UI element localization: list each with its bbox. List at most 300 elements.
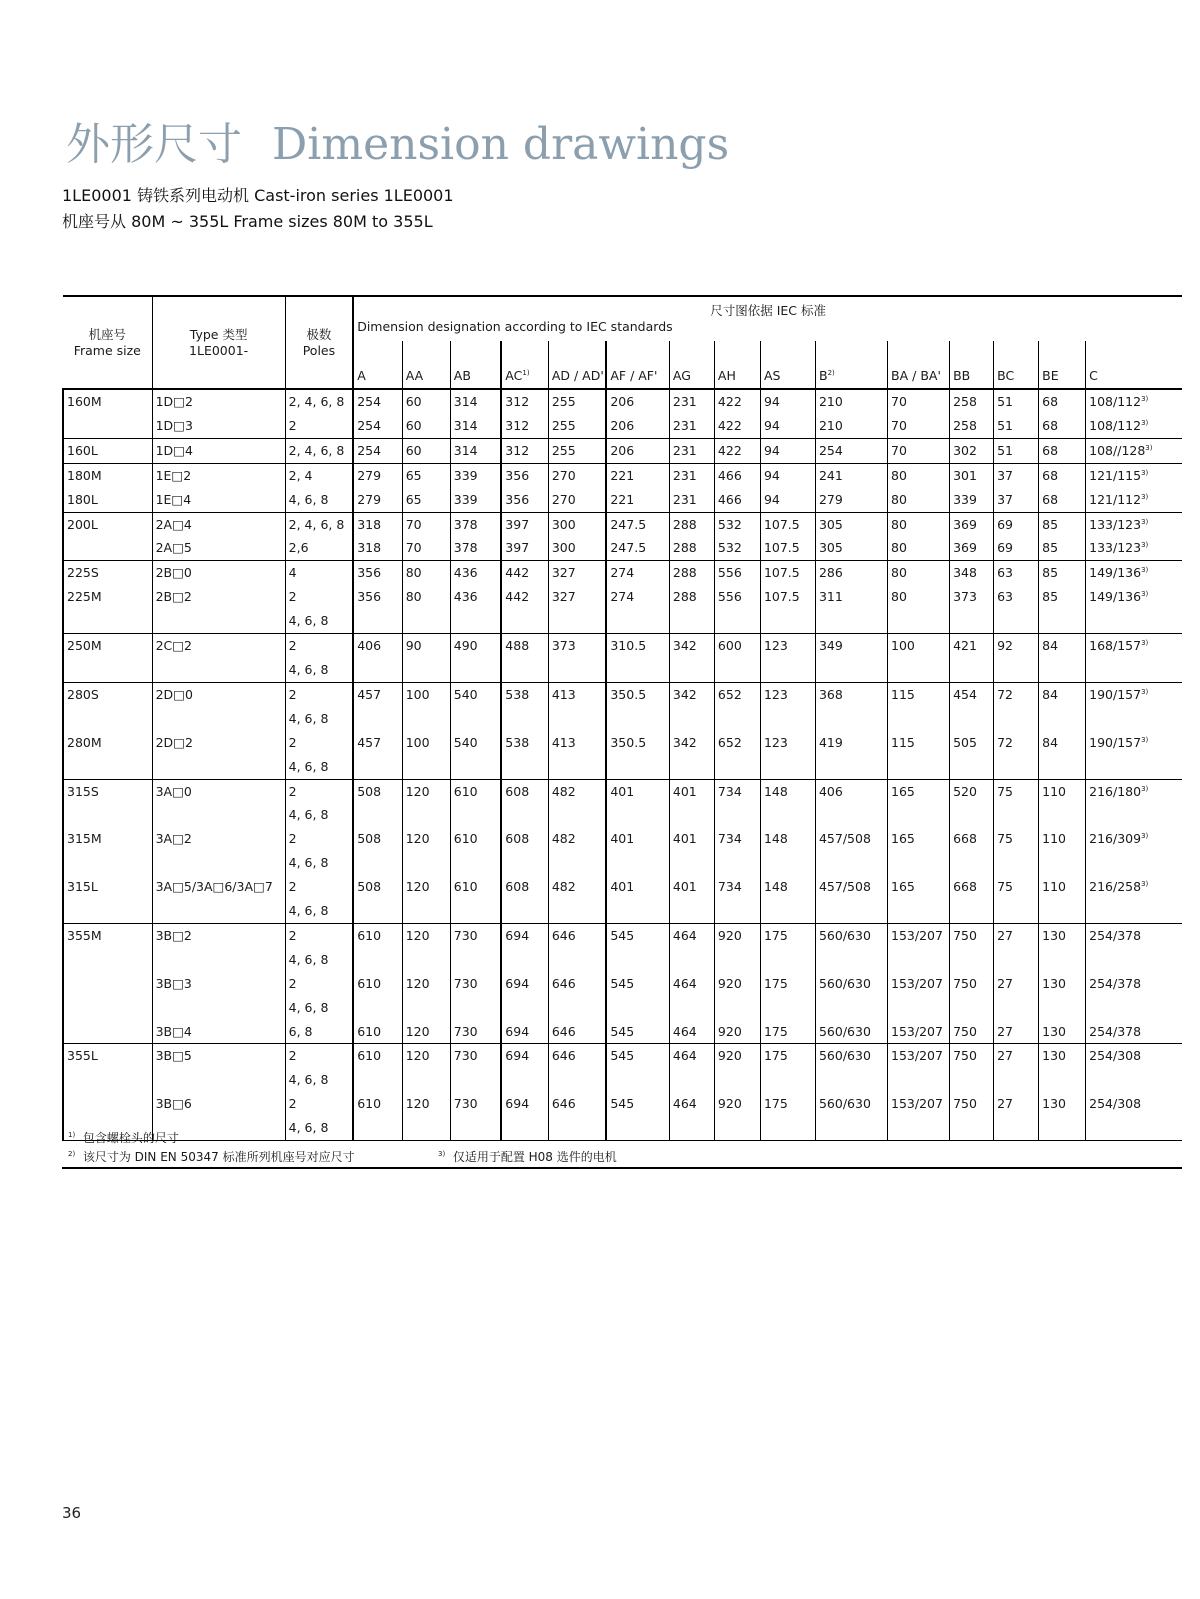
- table-cell: [402, 609, 450, 633]
- table-cell: 401: [606, 827, 669, 851]
- table-cell: 254/308: [1086, 1092, 1182, 1116]
- table-cell: [450, 996, 501, 1020]
- table-cell: 545: [606, 923, 669, 947]
- table-cell: [353, 996, 402, 1020]
- table-cell: 442: [501, 585, 548, 609]
- table-cell: [950, 851, 994, 875]
- footnote-1: $^{1)}$ 包含螺栓头的尺寸: [68, 1131, 179, 1145]
- table-cell: 610: [353, 972, 402, 996]
- table-cell: [669, 1068, 714, 1092]
- table-row: [63, 899, 1182, 923]
- table-cell: 108/112$^{3)}$: [1086, 389, 1182, 414]
- table-cell: 318: [353, 536, 402, 560]
- table-cell: 65: [402, 488, 450, 512]
- table-cell: [815, 658, 887, 682]
- table-cell: 4, 6, 8: [285, 707, 353, 731]
- table-cell: 315L: [63, 875, 152, 899]
- table-cell: 310.5: [606, 634, 669, 658]
- table-cell: [888, 803, 950, 827]
- table-cell: [548, 658, 606, 682]
- table-cell: 302: [950, 438, 994, 463]
- table-cell: [501, 899, 548, 923]
- table-cell: 80: [888, 512, 950, 536]
- table-cell: 94: [760, 463, 815, 487]
- table-cell: [152, 755, 285, 779]
- table-cell: 734: [714, 827, 760, 851]
- table-cell: 421: [950, 634, 994, 658]
- table-cell: [63, 536, 152, 560]
- table-cell: 369: [950, 536, 994, 560]
- table-cell: [994, 707, 1039, 731]
- table-cell: 730: [450, 1020, 501, 1044]
- table-cell: [548, 948, 606, 972]
- table-cell: 694: [501, 923, 548, 947]
- table-cell: 406: [815, 779, 887, 803]
- table-cell: 508: [353, 875, 402, 899]
- table-cell: 168/157$^{3)}$: [1086, 634, 1182, 658]
- table-cell: [450, 609, 501, 633]
- table-cell: [714, 609, 760, 633]
- table-cell: 342: [669, 634, 714, 658]
- table-cell: 80: [402, 561, 450, 585]
- dimension-table: [62, 295, 1182, 1141]
- table-cell: 436: [450, 585, 501, 609]
- table-cell: 175: [760, 1044, 815, 1068]
- table-cell: 85: [1039, 536, 1086, 560]
- table-cell: 280M: [63, 731, 152, 755]
- table-cell: 130: [1039, 972, 1086, 996]
- table-cell: 165: [888, 779, 950, 803]
- frame-group: [63, 1044, 1182, 1141]
- table-cell: [669, 899, 714, 923]
- table-cell: [950, 658, 994, 682]
- table-cell: 1D□3: [152, 414, 285, 438]
- table-cell: [501, 658, 548, 682]
- table-cell: 85: [1039, 512, 1086, 536]
- table-cell: 300: [548, 536, 606, 560]
- table-cell: 610: [353, 1092, 402, 1116]
- table-cell: 51: [994, 438, 1039, 463]
- frame-group: [63, 463, 1182, 512]
- table-cell: 2: [285, 827, 353, 851]
- table-cell: 646: [548, 1020, 606, 1044]
- table-row: [63, 731, 1182, 755]
- table-cell: 356: [353, 561, 402, 585]
- table-cell: 60: [402, 438, 450, 463]
- table-cell: [353, 755, 402, 779]
- table-cell: 4, 6, 8: [285, 1068, 353, 1092]
- table-cell: [950, 899, 994, 923]
- table-cell: 730: [450, 972, 501, 996]
- table-cell: 216/180$^{3)}$: [1086, 779, 1182, 803]
- table-cell: 120: [402, 779, 450, 803]
- table-cell: [669, 996, 714, 1020]
- table-cell: 750: [950, 1092, 994, 1116]
- table-cell: 356: [353, 585, 402, 609]
- table-cell: 206: [606, 414, 669, 438]
- table-cell: 2: [285, 414, 353, 438]
- column-header-b: $B^{2)}$: [815, 341, 887, 389]
- table-cell: 72: [994, 731, 1039, 755]
- table-cell: [994, 1068, 1039, 1092]
- table-cell: 413: [548, 731, 606, 755]
- table-cell: 175: [760, 923, 815, 947]
- table-cell: [63, 1020, 152, 1044]
- table-cell: [815, 899, 887, 923]
- table-cell: 2: [285, 1044, 353, 1068]
- table-cell: 350.5: [606, 682, 669, 706]
- table-cell: [1086, 1068, 1182, 1092]
- table-cell: 206: [606, 389, 669, 414]
- table-cell: 270: [548, 488, 606, 512]
- table-cell: 466: [714, 463, 760, 487]
- table-cell: 608: [501, 827, 548, 851]
- table-cell: 254/308: [1086, 1044, 1182, 1068]
- table-cell: 2A□4: [152, 512, 285, 536]
- table-cell: 69: [994, 512, 1039, 536]
- footnote-2: $^{2)}$ 该尺寸为 DIN EN 50347 标准所列机座号对应尺寸: [68, 1150, 355, 1164]
- table-cell: 608: [501, 779, 548, 803]
- table-cell: 110: [1039, 827, 1086, 851]
- table-cell: [606, 609, 669, 633]
- table-cell: [1086, 948, 1182, 972]
- table-cell: 4, 6, 8: [285, 755, 353, 779]
- table-cell: [1039, 803, 1086, 827]
- table-cell: 482: [548, 827, 606, 851]
- table-cell: [815, 1068, 887, 1092]
- table-cell: 180L: [63, 488, 152, 512]
- table-cell: 247.5: [606, 512, 669, 536]
- table-cell: 694: [501, 1020, 548, 1044]
- table-cell: 314: [450, 389, 501, 414]
- table-cell: 121/112$^{3)}$: [1086, 488, 1182, 512]
- table-cell: [606, 803, 669, 827]
- table-cell: [402, 899, 450, 923]
- table-row: [63, 707, 1182, 731]
- table-cell: [1086, 803, 1182, 827]
- table-cell: 312: [501, 438, 548, 463]
- table-cell: [815, 803, 887, 827]
- table-cell: 610: [353, 923, 402, 947]
- table-cell: [548, 851, 606, 875]
- table-cell: 2: [285, 923, 353, 947]
- table-row: [63, 634, 1182, 658]
- table-row: [63, 923, 1182, 947]
- table-cell: 153/207: [888, 972, 950, 996]
- table-cell: 4, 6, 8: [285, 658, 353, 682]
- table-cell: 464: [669, 972, 714, 996]
- table-cell: 279: [353, 488, 402, 512]
- table-row: [63, 609, 1182, 633]
- table-cell: 153/207: [888, 923, 950, 947]
- table-cell: 133/123$^{3)}$: [1086, 512, 1182, 536]
- footnote-3: $^{3)}$ 仅适用于配置 H08 选件的电机: [438, 1150, 617, 1164]
- table-cell: 84: [1039, 682, 1086, 706]
- table-cell: 545: [606, 1020, 669, 1044]
- table-cell: 349: [815, 634, 887, 658]
- table-cell: 123: [760, 682, 815, 706]
- table-cell: 401: [669, 827, 714, 851]
- table-cell: 70: [402, 512, 450, 536]
- table-cell: [760, 851, 815, 875]
- table-cell: 4, 6, 8: [285, 851, 353, 875]
- table-cell: [760, 707, 815, 731]
- table-cell: [669, 803, 714, 827]
- table-cell: 107.5: [760, 536, 815, 560]
- column-header-be: BE: [1039, 341, 1086, 389]
- table-cell: 247.5: [606, 536, 669, 560]
- table-cell: 3B□3: [152, 972, 285, 996]
- table-cell: [714, 803, 760, 827]
- frame-group: [63, 512, 1182, 561]
- table-cell: [353, 851, 402, 875]
- table-cell: 175: [760, 1092, 815, 1116]
- table-cell: 85: [1039, 585, 1086, 609]
- table-cell: 1E□4: [152, 488, 285, 512]
- table-cell: 221: [606, 463, 669, 487]
- table-cell: 200L: [63, 512, 152, 536]
- table-cell: [714, 851, 760, 875]
- table-cell: 75: [994, 779, 1039, 803]
- table-cell: [888, 1068, 950, 1092]
- table-cell: 63: [994, 585, 1039, 609]
- table-cell: 2, 4, 6, 8: [285, 512, 353, 536]
- table-cell: 231: [669, 488, 714, 512]
- table-cell: 730: [450, 923, 501, 947]
- table-cell: [714, 707, 760, 731]
- table-cell: 120: [402, 972, 450, 996]
- table-cell: [63, 755, 152, 779]
- table-cell: 750: [950, 972, 994, 996]
- table-cell: 610: [450, 875, 501, 899]
- table-cell: [353, 658, 402, 682]
- table-cell: [450, 707, 501, 731]
- table-cell: [950, 755, 994, 779]
- table-cell: [63, 609, 152, 633]
- table-cell: 482: [548, 875, 606, 899]
- table-cell: 4, 6, 8: [285, 488, 353, 512]
- table-cell: 401: [669, 779, 714, 803]
- table-cell: [669, 948, 714, 972]
- table-cell: 406: [353, 634, 402, 658]
- table-cell: 254: [353, 389, 402, 414]
- table-cell: 3B□4: [152, 1020, 285, 1044]
- table-cell: 342: [669, 731, 714, 755]
- table-cell: 610: [353, 1044, 402, 1068]
- table-cell: [714, 899, 760, 923]
- table-cell: [353, 707, 402, 731]
- table-cell: 4, 6, 8: [285, 609, 353, 633]
- table-cell: 258: [950, 414, 994, 438]
- table-cell: [760, 1068, 815, 1092]
- column-header-a: A: [353, 341, 402, 389]
- subtitle-frames: 机座号从 80M ~ 355L Frame sizes 80M to 355L: [62, 212, 433, 231]
- table-cell: 84: [1039, 634, 1086, 658]
- table-cell: 149/136$^{3)}$: [1086, 585, 1182, 609]
- table-cell: 610: [450, 827, 501, 851]
- table-cell: [888, 851, 950, 875]
- table-cell: 520: [950, 779, 994, 803]
- table-cell: 312: [501, 414, 548, 438]
- table-cell: 3B□5: [152, 1044, 285, 1068]
- table-cell: [63, 972, 152, 996]
- table-row: [63, 682, 1182, 706]
- table-cell: 37: [994, 463, 1039, 487]
- table-cell: [1039, 948, 1086, 972]
- table-cell: [450, 948, 501, 972]
- table-cell: [548, 707, 606, 731]
- table-row: [63, 803, 1182, 827]
- table-cell: 348: [950, 561, 994, 585]
- table-cell: 920: [714, 1092, 760, 1116]
- table-cell: 4, 6, 8: [285, 1116, 353, 1140]
- table-cell: 120: [402, 827, 450, 851]
- table-cell: [714, 755, 760, 779]
- table-cell: [450, 851, 501, 875]
- table-cell: [606, 707, 669, 731]
- table-cell: [63, 948, 152, 972]
- table-cell: 355M: [63, 923, 152, 947]
- table-cell: 730: [450, 1092, 501, 1116]
- table-cell: [450, 658, 501, 682]
- table-cell: 210: [815, 414, 887, 438]
- table-cell: [501, 755, 548, 779]
- table-cell: 556: [714, 585, 760, 609]
- table-cell: [548, 803, 606, 827]
- column-header-ba-ba: BA / BA': [888, 341, 950, 389]
- header-frame-size: 机座号 Frame size: [73, 326, 141, 358]
- table-cell: [402, 707, 450, 731]
- table-cell: [63, 851, 152, 875]
- frame-group: [63, 923, 1182, 1044]
- table-cell: [1039, 851, 1086, 875]
- table-cell: 505: [950, 731, 994, 755]
- footnotes: [62, 1129, 1182, 1169]
- table-cell: [1039, 707, 1086, 731]
- table-cell: 378: [450, 536, 501, 560]
- table-cell: 652: [714, 682, 760, 706]
- table-cell: 107.5: [760, 585, 815, 609]
- table-cell: [760, 755, 815, 779]
- frame-group: [63, 682, 1182, 779]
- table-cell: 231: [669, 389, 714, 414]
- table-cell: 369: [950, 512, 994, 536]
- table-cell: 120: [402, 1092, 450, 1116]
- table-cell: 560/630: [815, 923, 887, 947]
- column-header-ab: AB: [450, 341, 501, 389]
- table-cell: 216/309$^{3)}$: [1086, 827, 1182, 851]
- table-cell: [606, 948, 669, 972]
- table-row: [63, 389, 1182, 414]
- table-cell: 2B□2: [152, 585, 285, 609]
- table-row: [63, 972, 1182, 996]
- table-cell: 413: [548, 682, 606, 706]
- table-cell: [669, 755, 714, 779]
- table-cell: 94: [760, 438, 815, 463]
- table-cell: 153/207: [888, 1044, 950, 1068]
- table-cell: 750: [950, 923, 994, 947]
- table-cell: 920: [714, 1020, 760, 1044]
- table-cell: 68: [1039, 463, 1086, 487]
- table-cell: 110: [1039, 779, 1086, 803]
- table-cell: 123: [760, 731, 815, 755]
- table-cell: 2, 4, 6, 8: [285, 438, 353, 463]
- table-cell: [1039, 658, 1086, 682]
- table-cell: 190/157$^{3)}$: [1086, 731, 1182, 755]
- table-cell: [950, 707, 994, 731]
- table-cell: [760, 609, 815, 633]
- column-header-ac: AC$^{1)}$: [501, 341, 548, 389]
- table-cell: 646: [548, 1044, 606, 1068]
- table-cell: 920: [714, 923, 760, 947]
- table-cell: 133/123$^{3)}$: [1086, 536, 1182, 560]
- table-cell: 2,6: [285, 536, 353, 560]
- table-cell: 608: [501, 875, 548, 899]
- table-cell: 305: [815, 512, 887, 536]
- table-cell: 165: [888, 827, 950, 851]
- table-row: [63, 536, 1182, 560]
- table-cell: [353, 1068, 402, 1092]
- table-row: [63, 1044, 1182, 1068]
- table-cell: [63, 1092, 152, 1116]
- table-cell: 115: [888, 682, 950, 706]
- table-cell: 108/112$^{3)}$: [1086, 414, 1182, 438]
- table-cell: 646: [548, 972, 606, 996]
- table-cell: [815, 996, 887, 1020]
- table-cell: 190/157$^{3)}$: [1086, 682, 1182, 706]
- table-cell: [606, 851, 669, 875]
- table-cell: 37: [994, 488, 1039, 512]
- table-cell: [501, 803, 548, 827]
- table-cell: [950, 803, 994, 827]
- table-cell: 279: [353, 463, 402, 487]
- page-number: 36: [62, 1504, 82, 1522]
- table-cell: [760, 996, 815, 1020]
- table-cell: 121/115$^{3)}$: [1086, 463, 1182, 487]
- table-cell: 314: [450, 438, 501, 463]
- table-cell: [950, 1068, 994, 1092]
- table-cell: 750: [950, 1020, 994, 1044]
- table-cell: [1039, 996, 1086, 1020]
- table-cell: [1039, 755, 1086, 779]
- table-cell: [888, 658, 950, 682]
- table-cell: 68: [1039, 389, 1086, 414]
- table-cell: 734: [714, 779, 760, 803]
- table-cell: 100: [402, 682, 450, 706]
- table-cell: 457: [353, 682, 402, 706]
- table-cell: 356: [501, 488, 548, 512]
- table-cell: 254: [353, 414, 402, 438]
- table-cell: 442: [501, 561, 548, 585]
- table-cell: 120: [402, 1020, 450, 1044]
- table-cell: 274: [606, 585, 669, 609]
- table-cell: [402, 948, 450, 972]
- table-cell: [815, 755, 887, 779]
- table-cell: [714, 1068, 760, 1092]
- table-cell: 3A□5/3A□6/3A□7: [152, 875, 285, 899]
- table-cell: 90: [402, 634, 450, 658]
- table-cell: [1039, 609, 1086, 633]
- table-cell: [353, 948, 402, 972]
- table-cell: 532: [714, 512, 760, 536]
- table-cell: 120: [402, 875, 450, 899]
- table-cell: 255: [548, 389, 606, 414]
- table-cell: [888, 609, 950, 633]
- header-type: Type 类型 1LE0001-: [152, 296, 285, 389]
- table-cell: 107.5: [760, 561, 815, 585]
- table-cell: 149/136$^{3)}$: [1086, 561, 1182, 585]
- table-cell: 115: [888, 731, 950, 755]
